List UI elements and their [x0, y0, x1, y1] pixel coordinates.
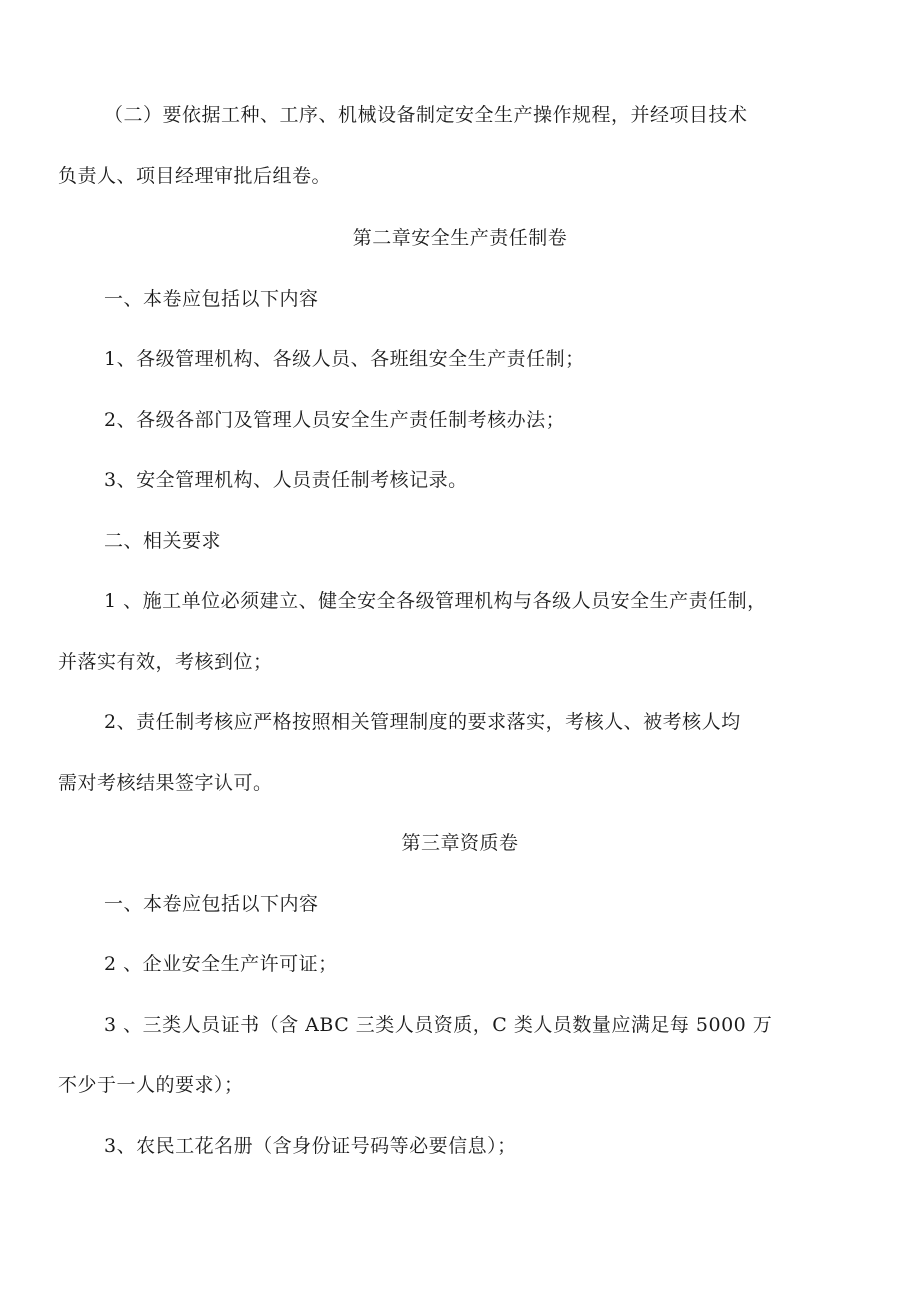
paragraph-line: 负责人、项目经理审批后组卷。: [58, 165, 332, 187]
paragraph-line: 不少于一人的要求）；: [58, 1074, 244, 1096]
paragraph-line: （二）要依据工种、工序、机械设备制定安全生产操作规程，并经项目技术: [104, 104, 748, 126]
chapter-heading: 第三章资质卷: [401, 832, 519, 854]
list-item: 1、各级管理机构、各级人员、各班组安全生产责任制；: [104, 348, 585, 370]
list-item: 3 、三类人员证书（含 ABC 三类人员资质，C 类人员数量应满足每 5000 万: [104, 1014, 773, 1036]
list-item: 2、责任制考核应严格按照相关管理制度的要求落实，考核人、被考核人均: [104, 711, 741, 733]
section-heading: 一、本卷应包括以下内容: [104, 288, 319, 310]
list-item: 1 、施工单位必须建立、健全安全各级管理机构与各级人员安全生产责任制，: [104, 590, 767, 612]
section-heading: 一、本卷应包括以下内容: [104, 893, 319, 915]
list-item: 3、安全管理机构、人员责任制考核记录。: [104, 469, 468, 491]
section-heading: 二、相关要求: [104, 530, 222, 552]
list-item: 3、农民工花名册（含身份证号码等必要信息）；: [104, 1135, 517, 1157]
list-item: 2、各级各部门及管理人员安全生产责任制考核办法；: [104, 409, 566, 431]
chapter-heading: 第二章安全生产责任制卷: [352, 227, 568, 249]
paragraph-line: 需对考核结果签字认可。: [58, 772, 273, 794]
paragraph-line: 并落实有效，考核到位；: [58, 651, 273, 673]
list-item: 2 、企业安全生产许可证；: [104, 953, 338, 975]
